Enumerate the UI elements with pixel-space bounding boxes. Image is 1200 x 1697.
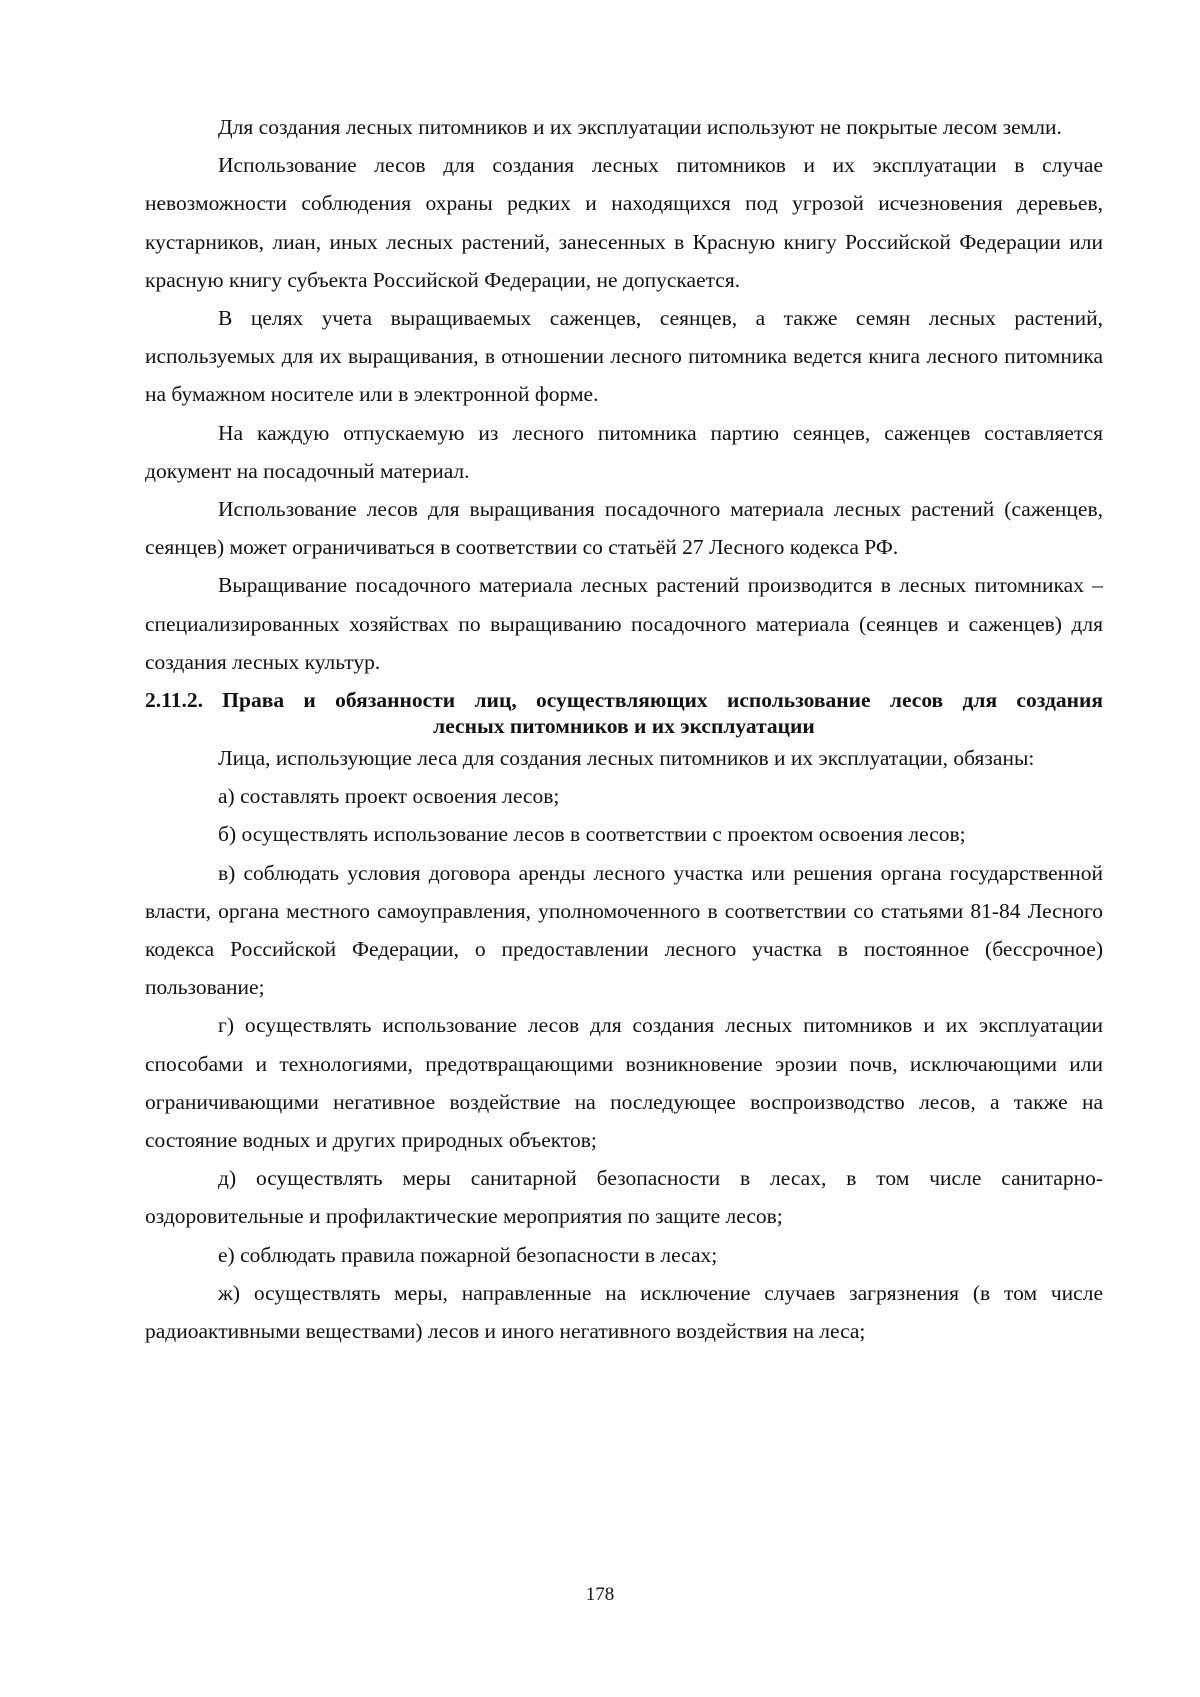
section-heading-line-2: лесных питомников и их эксплуатации: [433, 714, 815, 739]
list-item-e: е) соблюдать правила пожарной безопасности в лесах;: [218, 1242, 718, 1267]
page-number: 178: [585, 1584, 615, 1605]
list-item-g: г) осуществлять использование лесов для создания лесных питомников и их эксплуатации способами и технологиями, предотвращающими возникновение эрозии почв, исключающими или ограничивающими негативное воздействие на последующее воспроизводство лесов, а также на состояние водных и других природных объектов;: [145, 1013, 1103, 1153]
section-heading: [145, 687, 1103, 739]
list-item-a: а) составлять проект освоения лесов;: [218, 784, 560, 809]
paragraph-nursery-book: В целях учета выращиваемых саженцев, сеянцев, а также семян лесных растений, используемых для их выращивания, в отношении лесного питомника ведется книга лесного питомника на бумажном носителе или в электронной форме.: [145, 306, 1103, 407]
list-item-d: д) осуществлять меры санитарной безопасности в лесах, в том числе санитарно-оздоровительные и профилактические мероприятия по защите лесов;: [145, 1166, 1103, 1229]
list-item-zh: ж) осуществлять меры, направленные на исключение случаев загрязнения (в том числе радиоактивными веществами) лесов и иного негативного воздействия на леса;: [145, 1280, 1103, 1344]
paragraph-red-book-restriction: Использование лесов для создания лесных питомников и их эксплуатации в случае невозможности соблюдения охраны редких и находящихся под угрозой исчезновения деревьев, кустарников, лиан, иных лесных растений, занесенных в Красную книгу Российской Федерации или красную книгу субъекта Российской Федерации, не допускается.: [145, 153, 1103, 292]
paragraph-planting-material-document: На каждую отпускаемую из лесного питомника партию сеянцев, саженцев составляется документ на посадочный материал.: [145, 420, 1103, 483]
list-item-b: б) осуществлять использование лесов в соответствии с проектом освоения лесов;: [218, 822, 966, 847]
paragraph-article-27: Использование лесов для выращивания посадочного материала лесных растений (саженцев, сеянцев) может ограничиваться в соответствии со статьёй 27 Лесного кодекса РФ.: [145, 497, 1103, 560]
paragraph-nursery-lands: Для создания лесных питомников и их эксплуатации используют не покрытые лесом земли.: [218, 115, 1062, 139]
section-heading-line-1: 2.11.2. Права и обязанности лиц, осуществляющих использование лесов для создания: [145, 688, 1103, 713]
paragraph-obligations-intro: Лица, использующие леса для создания лесных питомников и их эксплуатации, обязаны:: [218, 746, 1035, 771]
list-item-v: в) соблюдать условия договора аренды лесного участка или решения органа государственной власти, органа местного самоуправления, уполномоченного в соответствии со статьями 81-84 Лесного кодекса Российской Федерации, о предоставлении лесного участка в постоянное (бессрочное) пользование;: [145, 860, 1103, 1000]
paragraph-nursery-definition: Выращивание посадочного материала лесных растений производится в лесных питомниках – специализированных хозяйствах по выращиванию посадочного материала (сеянцев и саженцев) для создания лесных культур.: [145, 573, 1103, 674]
page-body: [145, 108, 1103, 1350]
